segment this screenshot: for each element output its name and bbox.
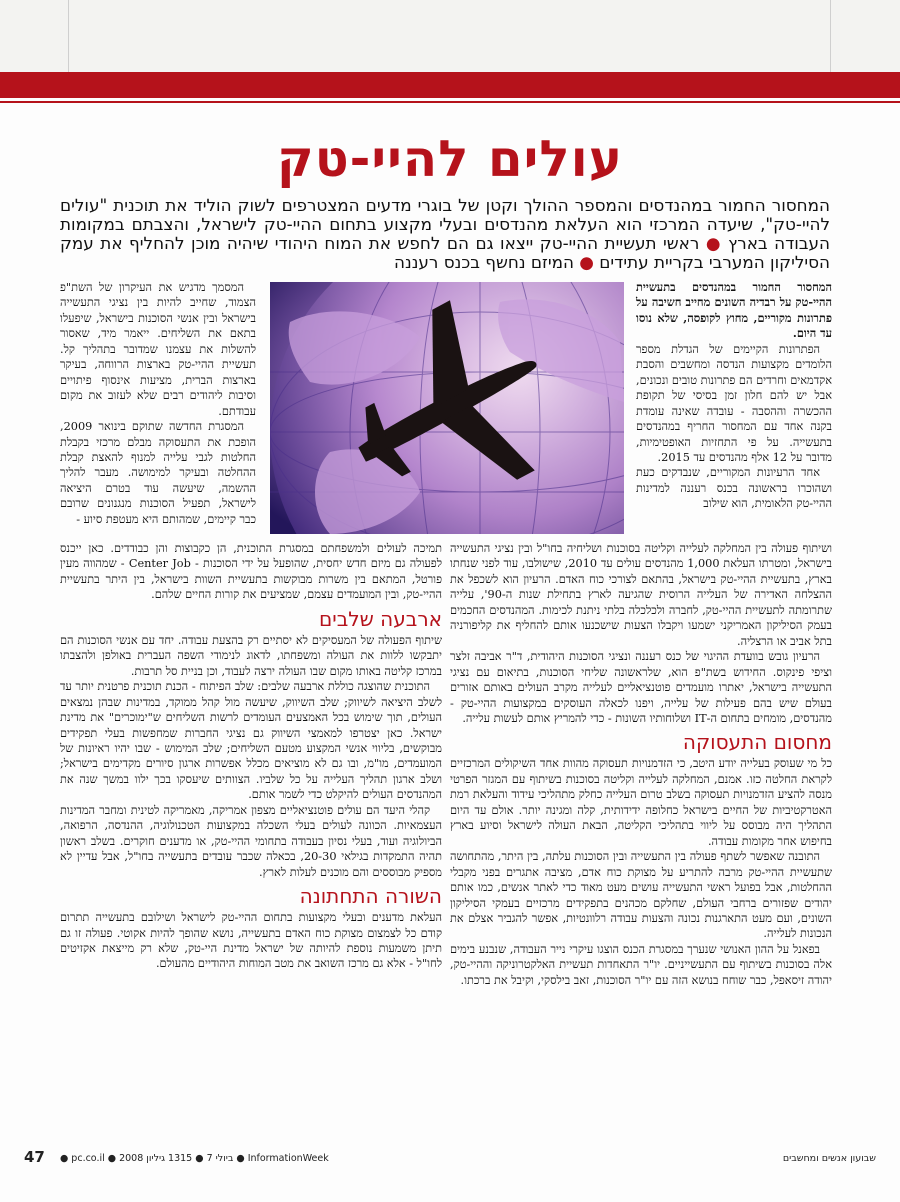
margin-rule-right xyxy=(830,0,831,72)
lede-bullet-2: ● xyxy=(579,252,594,272)
paragraph: כל מי שעוסק בעלייה יודע היטב, כי הזדמנויות תעסוקה מהוות אחד השיקולים המרכזיים לקראת החלטה כזו. אמנם, המחלקה לעלייה וקליטה בסוכנות בשיתוף עם המגזר הפרטי מנסה להציע הזדמנויות תעסוקה בשלב טרום העלייה כחלק מתהליכי עידוד והעלאת רמת האטרקטיביות של החיים בישראל כחלופה ידידותית, קלה ומגינה יותר. אולם עד היום התהליך היה מבוסס על ליווי בתהליכי הקליטה, הבאת העולה לישראל וסיוע בארץ בחיפוש אחר מקומות עבודה. xyxy=(450,757,832,848)
top-strip xyxy=(0,0,900,72)
wide-right-continuation xyxy=(450,541,832,988)
column-right-top xyxy=(636,280,832,512)
airplane-globe-illustration xyxy=(270,282,624,534)
lede-bullet-1: ● xyxy=(705,233,722,253)
column-left-top xyxy=(60,280,256,527)
section-heading-employment: מחסום התעסוקה xyxy=(682,730,832,755)
paragraph: תמיכה לעולים ולמשפחתם במסגרת התוכנית, הן כקבוצות והן כבודדים. כאן ייכנס לפעולה גם מיזם חדש יחסית, שהופעל על ידי הסוכנות - Center Job - שמהווה מעין פורטל, המתאם בין משרות מבוקשות בתעשיית השוות בישראל, בין היתר בתעשיית ההיי-טק, ובין המועמדים עצמם, שמציעים את קורות החיים שלהם. xyxy=(60,542,442,602)
header-red-band xyxy=(0,72,900,98)
paragraph: קהלי היעד הם עולים פוטנציאליים מצפון אמריקה, מאמריקה לטינית ומחבר המדינות העצמאיות. הכוונה לעולים בעלי השכלה במקצועות הטכנולוגיה, ההנדסה, הרפואה, הביולוגיה ועוד, בעלי נסיון בעבודה בתחומי ההיי-טק, או מדענים חוקרים. בשלב ראשון תהיה התמקדות בגילאי 20-30, בכאלה שכבר עובדים בתעשייה בחו"ל, אבל עדיין לא מספיק מבוססים והם מוכנים לעלות לארץ. xyxy=(60,803,442,879)
footer-meta: ● pc.co.il ● 2008 ביולי 7 ● 1315 גיליון ● InformationWeek xyxy=(60,1153,329,1164)
article-photo xyxy=(270,282,624,534)
lede-part-2: ראשי תעשיית ההיי-טק ייצאו גם הם לחפש את המוח היהודי שיהיה מוכן להחליף את עמק הסיליקון המערבי בקריית עתידים xyxy=(60,233,830,272)
paragraph: אחד הרעיונות המקוריים, שנבדקים כעת ושהוכרו בראשונה בכנס רעננה למדינות ההיי-טק הלאומית, הוא שילוב xyxy=(636,466,832,511)
section-heading-four-stages: ארבעה שלבים xyxy=(318,606,442,631)
footer-brand: שבועון אנשים ומחשבים xyxy=(782,1153,876,1164)
page-number: 47 xyxy=(24,1148,45,1166)
wide-left-continuation xyxy=(60,541,442,972)
section-heading-bottom-line: השורה התחתונה xyxy=(299,884,442,909)
paragraph: הפתרונות הקיימים של הגדלת מספר הלומדים מקצועות הנדסה ומחשבים והסבת אקדמאים וחרדים הם פתרונות טובים ונכונים, אבל יש להם חלון זמן בסיסי של תקופת ההכשרה וההסבה - עובדה שאינה עומדת בקנה אחד עם המחסור החריף במהנדסים בתעשייה. על פי התחזיות האופטימיות, מדובר על 12 אלף מהנדסים עד 2015. xyxy=(636,342,832,464)
paragraph: ושיתוף פעולה בין המחלקה לעלייה וקליטה בסוכנות ושליחיה בחו"ל ובין נציגי התעשייה בישראל, ומטרתו העלאת 1,000 מהנדסים עולים עד 2010, שישולבו, עוד לפני שנחתו בארץ, בתעשיית ההיי-טק בישראל, בהתאם לצורכי כוח האדם. הרעיון הוא לשכפל את ההצלחה האדירה של העלייה הרוסית שהגיעה לארץ בתחילת שנות ה-90', עלייה שתרומתה לתעשיית ההיי-טק, לחברה ולכלכלה בלתי ניתנת לכימות. המהנדסים החכמים בעמק הסיליקון האמריקני ישמעו ויקבלו הצעות שישכנעו אותם להחליף את קליפורניה בתל אביב או הרצליה. xyxy=(450,542,833,648)
paragraph: התוכנית שהוצגה כוללת ארבעה שלבים: שלב הפיתוח - הכנת תוכנית פרטנית יותר עד לשלב היציאה לשיווק; שלב השיווק, שיעשה מול קהל ממוקד, במדינות שבהן נמצאים העולים, תוך שימוש בכל האמצעים העומדים לרשות השליחים ש"ימוכרים" את מדינת ישראל. כאן יצטרפו למאמצי השיווק גם נציגי החברות שמחפשות בעלי תפקידים מבוקשים, בליווי אנשי המקצוע מטעם השליחים; שלב המימוש - שבו יהיו ראיונות של המועמדים, מו"מ, ובו גם לא מוציאים מכלל אפשרות ארגון סיורים מקדימים בישראל; ושלב ארגון תהליך העלייה על כל שלביו. הצוותים שיעסקו בכך ילוו במשך שנה את המהנדסים העולים להיקלט כדי לשמר אותם. xyxy=(60,680,442,802)
lede-part-1: המחסור החמור במהנדסים והמספר ההולך וקטן של בוגרי מדעים המצטרפים לשוק הוליד את תוכנית "עולים להיי-טק", שיעדה המרכזי הוא העלאת מהנדסים ובעלי מקצוע בתחום ההיי-טק לישראל, והצבתם במקומות העבודה בארץ xyxy=(60,195,830,253)
article-title: עולים להיי-טק xyxy=(276,130,624,188)
header-red-rule xyxy=(0,101,900,103)
margin-rule-left xyxy=(68,0,69,72)
paragraph: המסגרת החדשה שתוקם בינואר 2009, הופכת את התעסוקה מבלם מרכזי בקבלת החלטות לגבי עלייה למנוף להאצת קבלת ההחלטה ובעיקר למימושה. מעבר להליך ההשמה, שיעשה עוד בטרם היציאה לישראל, תפעיל הסוכנות מנגנונים שרובם כבר קיימים, שמהותם היא מעטפת סיוע - xyxy=(60,420,256,526)
paragraph: המסמך מדגיש את העיקרון של השת"פ הצמוד, שחייב להיות בין נציגי התעשייה בישראל ובין אנשי הסוכנות בישראל, שיפעלו בתאם את השליחים. ייאמר מיד, שאסור להשלות את עצמנו שמדובר בתהליך קל. תעשיית ההיי-טק בארצות הרווחה, בעיקר בארצות הברית, מציעות אינסוף פיתויים וסיבות ליהודים רבים שלא לעזוב את מקום עבודתם. xyxy=(60,281,256,418)
paragraph: שיתוף הפעולה של המעסיקים לא יסתיים רק בהצעת עבודה. יחד עם אנשי הסוכנות הם יתבקשו ללוות את העולה ומשפחתו, לדאוג לנימודי השפה העברית באולפן ולהצבתו במרכז קליטה באותו מקום שבו העולה ירצה לעבוד, וכן בניית סל תרבות. xyxy=(60,633,442,678)
paragraph: העלאת מדענים ובעלי מקצועות בתחום ההיי-טק לישראל ושילובם בתעשייה תתרום קודם כל לצמצום מצוקת כוח האדם בתעשייה, נושא שהופך להיות אקוטי. פעולה זו גם תיתן משמעות נוספת להיותה של ישראל מדינת היי-טק, שלא רק מייצאת אקזיטים לחו"ל - אלא גם מרכז השואב את מטב המוחות היהודיים מהעולם. xyxy=(60,911,442,971)
article-lede xyxy=(60,196,830,272)
paragraph: התובנה שאפשר לשתף פעולה בין התעשייה ובין הסוכנות עלתה, בין היתר, מהתחושה שתעשיית ההיי-טק מרבה להתריע על מצוקת כוח אדם, מציבה אתגרים בפני מקבלי ההחלטות, אבל בפועל ראשי התעשייה עושים מעט מאוד כדי לאתר אנשים, כמו אותם יהודים שפזורים ברחבי העולם, שחלקם מכהנים בתפקידים מרכזיים בעמקי הסיליקון השונים, ועם מעט התארגנות נכונה והצעות עבודה רלוונטיות, אפשר להגביר אצלם את הנכונות לעלייה. xyxy=(450,850,832,941)
paragraph: בפאנל על ההון האנושי שנערך במסגרת הכנס הוצגו עיקרי נייר העבודה, שנבנע בימים אלה בסוכנות בשיתוף עם התעשייניים. יו"ר התאחדות תעשיית האלקטרוניקה וההיי-טק, יהודה זיסאפל, כבר שוחח בנושא הזה עם יו"ר הסוכנות, זאב בילסקי, וקיבל את ברכתו. xyxy=(450,942,832,987)
lede-part-3: המיזם נחשף בכנס רעננה xyxy=(394,252,574,272)
paragraph: הרעיון גובש בוועדת ההיגוי של כנס רעננה ונציגי הסוכנות היהודית, ד"ר אביבה זלצר וציפי פינקוס. החידוש בשת"פ הוא, שלראשונה שליחי הסוכנות, בתיאום עם נציגי התעשייה בישראל, יאתרו מועמדים פוטנציאליים לעלייה מקרב העולים באותם אזורים בעולם שיש בהם פעילות של עלייה, ויפנו לכאלה העוסקים במקצועות ההיי-טק - מהנדסים, מומחים בתחום ה-IT ושלוחותיו השונות - כדי להמריץ אותם לעשות עלייה. xyxy=(450,650,832,725)
intro-paragraph: המחסור החמור במהנדסים בתעשיית ההיי-טק על רבדיה השונים מחייב חשיבה על פתרונות מקוריים, מחוץ לקופסה, שלא נוסו עד היום. xyxy=(636,280,832,341)
